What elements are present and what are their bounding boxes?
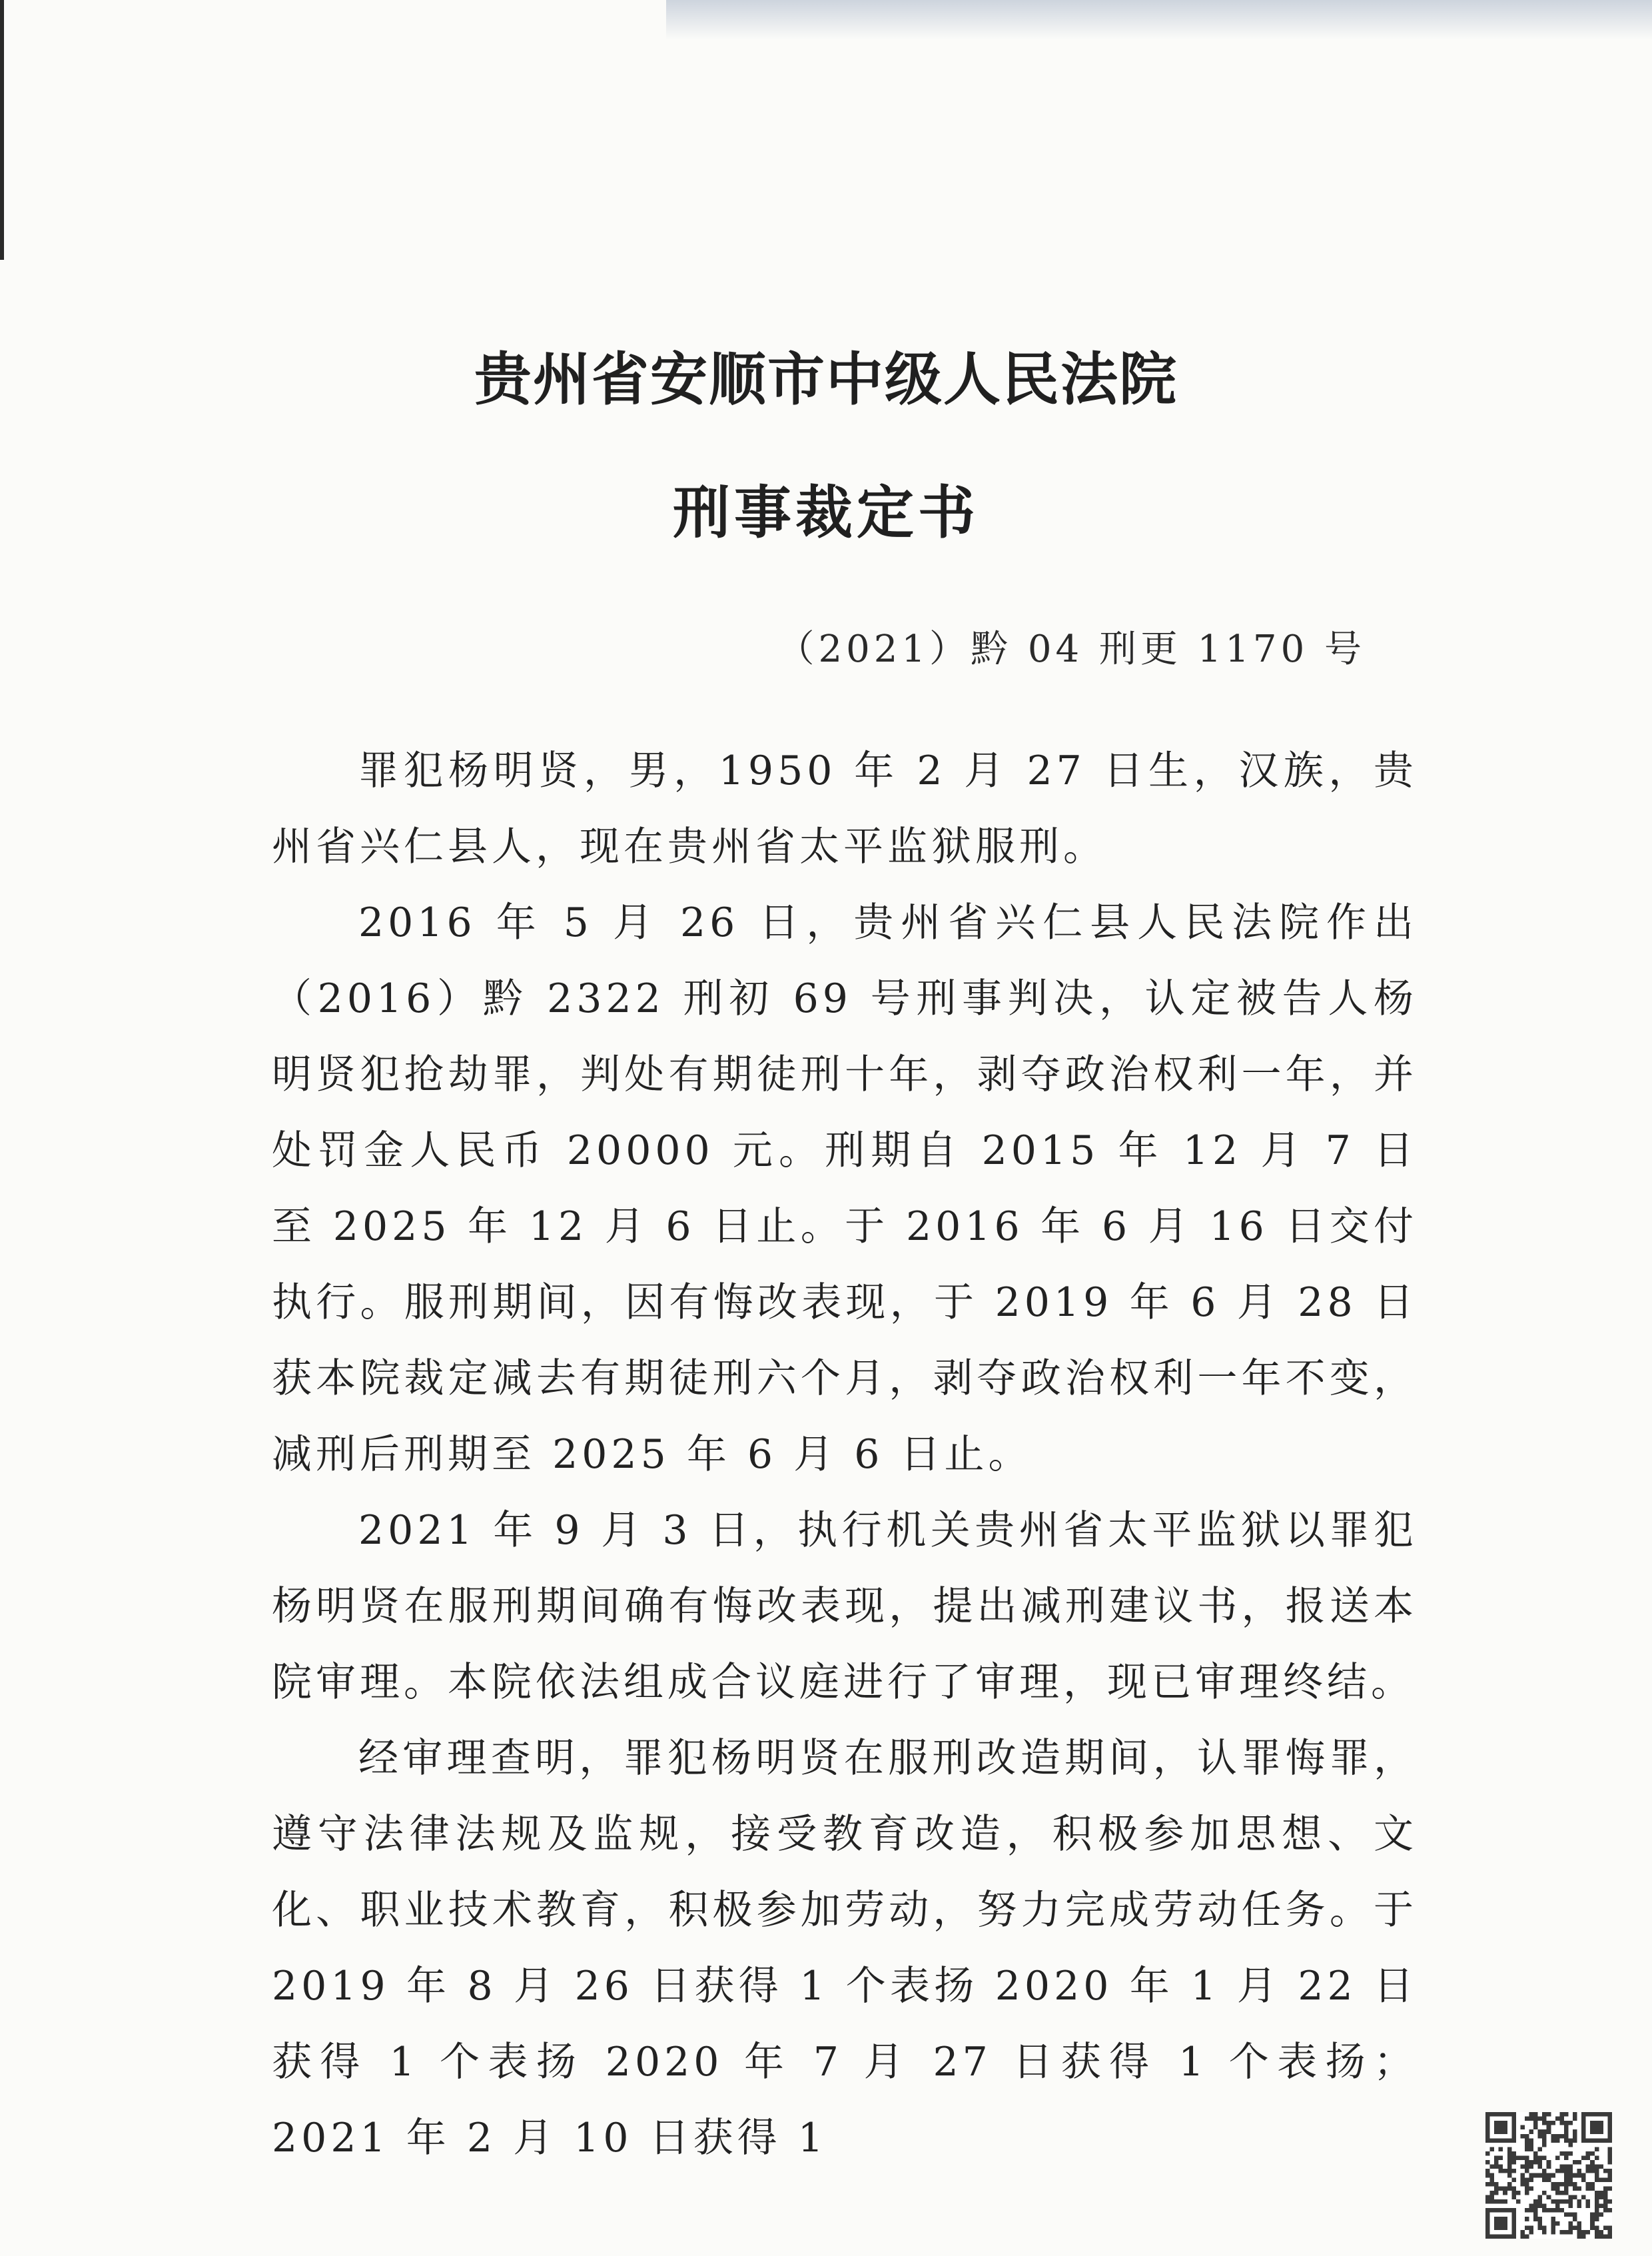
paragraph-defendant-info: 罪犯杨明贤，男，1950 年 2 月 27 日生，汉族，贵州省兴仁县人，现在贵州省太平监狱服刑。 [272,748,1418,870]
scan-edge [0,0,4,260]
case-number: （2021）黔 04 刑更 1170 号 [777,628,1366,671]
qr-code-icon [1485,2112,1612,2239]
document-title: 刑事裁定书 [673,479,979,546]
court-name: 贵州省安顺市中级人民法院 [474,346,1178,413]
paragraph-reduction-proposal: 2021 年 9 月 3 日，执行机关贵州省太平监狱以罪犯杨明贤在服刑期间确有悔改表现，提出减刑建议书，报送本院审理。本院依法组成合议庭进行了审理，现已审理终结。 [272,1507,1418,1706]
paragraph-findings: 经审理查明，罪犯杨明贤在服刑改造期间，认罪悔罪，遵守法律法规及监规，接受教育改造，积极参加思想、文化、职业技术教育，积极参加劳动，努力完成劳动任务。于 2019 年 8 月 26 日获得 1 个表扬 2020 年 1 月 22 日获得 1 个表扬 2020 年 7 月 27 日获得 1 个表扬；2021 年 2 月 10 日获得 1 [272,1735,1418,2161]
document-body [272,733,1418,2176]
scan-shadow [666,0,1652,40]
paragraph-original-judgment: 2016 年 5 月 26 日，贵州省兴仁县人民法院作出（2016）黔 2322 刑初 69 号刑事判决，认定被告人杨明贤犯抢劫罪，判处有期徒刑十年，剥夺政治权利一年，并处罚金人民币 20000 元。刑期自 2015 年 12 月 7 日至 2025 年 12 月 6 日止。于 2016 年 6 月 16 日交付执行。服刑期间，因有悔改表现，于 2019 年 6 月 28 日获本院裁定减去有期徒刑六个月，剥夺政治权利一年不变，减刑后刑期至 2025 年 6 月 6 日止。 [272,899,1418,1478]
